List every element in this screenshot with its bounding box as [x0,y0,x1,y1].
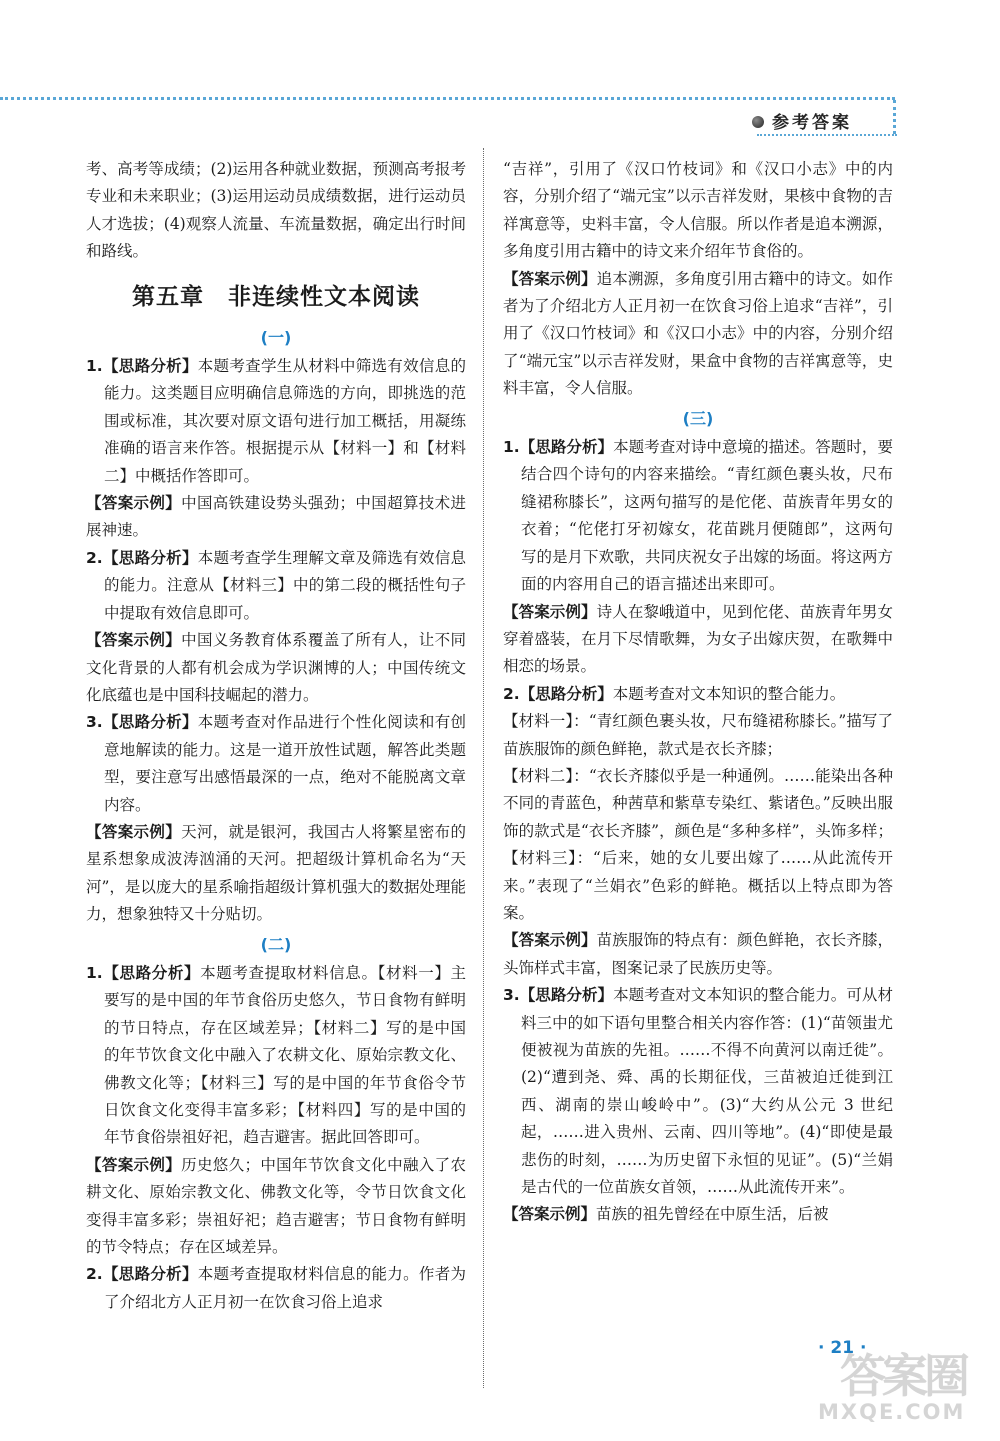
answer-tag: 【答案示例】 [86,822,182,841]
top-dotted-rule [0,97,895,100]
answer-tag: 【答案示例】 [503,931,597,950]
header-dotted-bar [893,100,896,134]
analysis-text: 本题考查对文本知识的整合能力。可从材料三中的如下语句里整合相关内容作答：(1)“苗领蚩尤便被视为苗族的先祖。……不得不向黄河以南迁徙”。(2)“遭到尧、舜、禹的长期征伐，三苗被迫迁徙到江西、湖南的崇山峻岭中”。(3)“大约从公元 3 世纪起，……进入贵州、云南、四川等地”。(4)“即使是最悲伤的时刻，……为历史留下永恒的见证”。(5)“兰娟是古代的一位苗族女首领，……从此流传开来”。 [521,986,893,1197]
answer-tag: 【答案示例】 [503,602,597,621]
question-1-answer [503,599,893,681]
question-2-analysis [503,681,893,708]
answer-tag: 【答案示例】 [503,269,597,288]
question-number: 3. [86,713,103,732]
analysis-text: 本题考查对诗中意境的描述。答题时，要结合四个诗句的内容来描绘。“青红颜色裹头妆，尺布缝裙称膝长”，这两句描写的是佗佬、苗族青年男女的衣着；“佗佬打牙初嫁女，花苗跳月便随郎”，这两句写的是月下欢歌，共同庆祝女子出嫁的场面。将这两方面的内容用自己的语言描述出来即可。 [521,438,894,594]
section-title-3: (三) [682,408,714,428]
answer-text: 诗人在黎峨道中，见到佗佬、苗族青年男女穿着盛装，在月下尽情歌舞，为女子出嫁庆贺，在歌舞中相恋的场景。 [503,602,893,676]
answer-text: 苗族的祖先曾经在中原生活，后被 [596,1205,829,1224]
answer-text: 历史悠久；中国年节饮食文化中融入了农耕文化、原始宗教文化、佛教文化等，令节日饮食文化变得丰富多彩；崇祖好祀；趋吉避害；节日食物有鲜明的节令特点；存在区域差异。 [86,1155,466,1257]
question-number: 1. [86,963,103,982]
watermark-logo [790,1340,995,1435]
question-2-analysis [86,545,466,627]
analysis-tag: 【思路分析】 [102,963,201,982]
question-number: 2. [86,548,103,567]
left-column [86,156,466,1316]
page-number: · 21 · [818,1338,867,1358]
watermark-title: 答案圈 [840,1349,966,1403]
header-bullet-icon [752,116,764,128]
question-2-answer [86,627,466,709]
question-1-analysis [503,434,893,598]
answer-text: 苗族服饰的特点有：颜色鲜艳，衣长齐膝，头饰样式丰富，图案记录了民族历史等。 [503,931,893,977]
right-column [503,156,893,1229]
analysis-text: 本题考查学生理解文章及筛选有效信息的能力。注意从【材料三】中的第二段的概括性句子中提取有效信息即可。 [104,548,466,622]
analysis-tag: 【思路分析】 [519,684,613,703]
answer-text: 追本溯源，多角度引用古籍中的诗文。如作者为了介绍北方人正月初一在饮食习俗上追求“吉祥”，引用了《汉口竹枝词》和《汉口小志》中的内容，分别介绍了“端元宝”以示吉祥发财，果盒中食物的吉祥寓意等，史料丰富，令人信服。 [503,269,893,398]
answer-tag: 【答案示例】 [86,494,182,513]
section-title-1: (一) [260,327,292,347]
question-number: 3. [503,986,520,1005]
question-number: 2. [86,1265,103,1284]
analysis-tag: 【思路分析】 [102,713,198,732]
material-1-note: 【材料一】：“青红颜色裹头妆，尺布缝裙称膝长。”描写了苗族服饰的颜色鲜艳，款式是衣长齐膝； [503,712,893,758]
analysis-text: 本题考查对文本知识的整合能力。 [612,684,846,703]
answer-text: 中国高铁建设势头强劲；中国超算技术进展神速。 [86,494,466,540]
question-number: 1. [503,438,520,457]
column-divider [483,148,484,1388]
analysis-tag: 【思路分析】 [102,548,198,567]
analysis-text: 本题考查提取材料信息。【材料一】主要写的是中国的年节食俗历史悠久，节日食物有鲜明的节日特点，存在区域差异；【材料二】写的是中国的年节饮食文化中融入了农耕文化、原始宗教文化、佛教文化等；【材料三】写的是中国的年节食俗令节日饮食文化变得丰富多彩；【材料四】写的是中国的年节食俗崇祖好祀，趋吉避害。据此回答即可。 [104,963,466,1147]
header-underline [757,134,897,136]
chapter-title: 第五章 非连续性文本阅读 [132,283,420,310]
question-2-analysis [86,1261,466,1316]
question-3-answer [503,1201,893,1228]
question-1-analysis [86,960,466,1152]
question-3-analysis [86,709,466,819]
continued-paragraph: “吉祥”，引用了《汉口竹枝词》和《汉口小志》中的内容，分别介绍了“端元宝”以示吉祥发财，果核中食物的吉祥寓意等，史料丰富，令人信服。所以作者是追本溯源，多角度引用古籍中的诗文来介绍年节食俗的。 [503,160,893,261]
question-3-analysis [503,982,893,1201]
analysis-tag: 【思路分析】 [519,438,614,457]
question-number: 2. [503,684,520,703]
analysis-tag: 【思路分析】 [519,986,614,1005]
question-1-analysis [86,353,466,490]
section-title-2: (二) [260,934,292,954]
material-2-note: 【材料二】：“衣长齐膝似乎是一种通例。……能染出各种不同的青蓝色，种茜草和紫草专染红、紫诸色。”反映出服饰的款式是“衣长齐膝”，颜色是“多种多样”，头饰多样；【材料三】：“后来，她的女儿要出嫁了……从此流传开来。”表现了“兰娟衣”色彩的鲜艳。概括以上特点即为答案。 [503,766,893,922]
answer-tag: 【答案示例】 [86,1155,182,1174]
watermark-site: MXQE.COM [818,1400,966,1424]
question-2-answer [503,927,893,982]
question-number: 1. [86,357,103,376]
answer-tag: 【答案示例】 [86,631,182,650]
analysis-tag: 【思路分析】 [102,1265,198,1284]
question-1-answer [86,490,466,545]
question-1-answer [86,1152,466,1262]
answer-text: 天河，就是银河，我国古人将繁星密布的星系想象成波涛汹涌的天河。把超级计算机命名为“天河”，是以庞大的星系喻指超级计算机强大的数据处理能力，想象独特又十分贴切。 [86,822,466,924]
analysis-tag: 【思路分析】 [102,357,198,376]
intro-paragraph: 考、高考等成绩；(2)运用各种就业数据，预测高考报考专业和未来职业；(3)运用运动员成绩数据，进行运动员人才选拔；(4)观察人流量、车流量数据，确定出行时间和路线。 [86,160,466,261]
question-3-answer [86,819,466,929]
answer-text: 中国义务教育体系覆盖了所有人，让不同文化背景的人都有机会成为学识渊博的人；中国传统文化底蕴也是中国科技崛起的潜力。 [86,631,466,704]
header-label: 参考答案 [772,113,852,133]
analysis-text: 本题考查学生从材料中筛选有效信息的能力。这类题目应明确信息筛选的方向，即挑选的范围或标准，其次要对原文语句进行加工概括，用凝练准确的语言来作答。根据提示从【材料一】和【材料二】中概括作答即可。 [104,357,466,485]
analysis-text: 本题考查对作品进行个性化阅读和有创意地解读的能力。这是一道开放性试题，解答此类题型，要注意写出感悟最深的一点，绝对不能脱离文章内容。 [104,713,466,814]
analysis-text: 本题考查提取材料信息的能力。作者为了介绍北方人正月初一在饮食习俗上追求 [104,1265,466,1311]
answer-tag: 【答案示例】 [503,1205,597,1224]
continued-answer [503,266,893,403]
